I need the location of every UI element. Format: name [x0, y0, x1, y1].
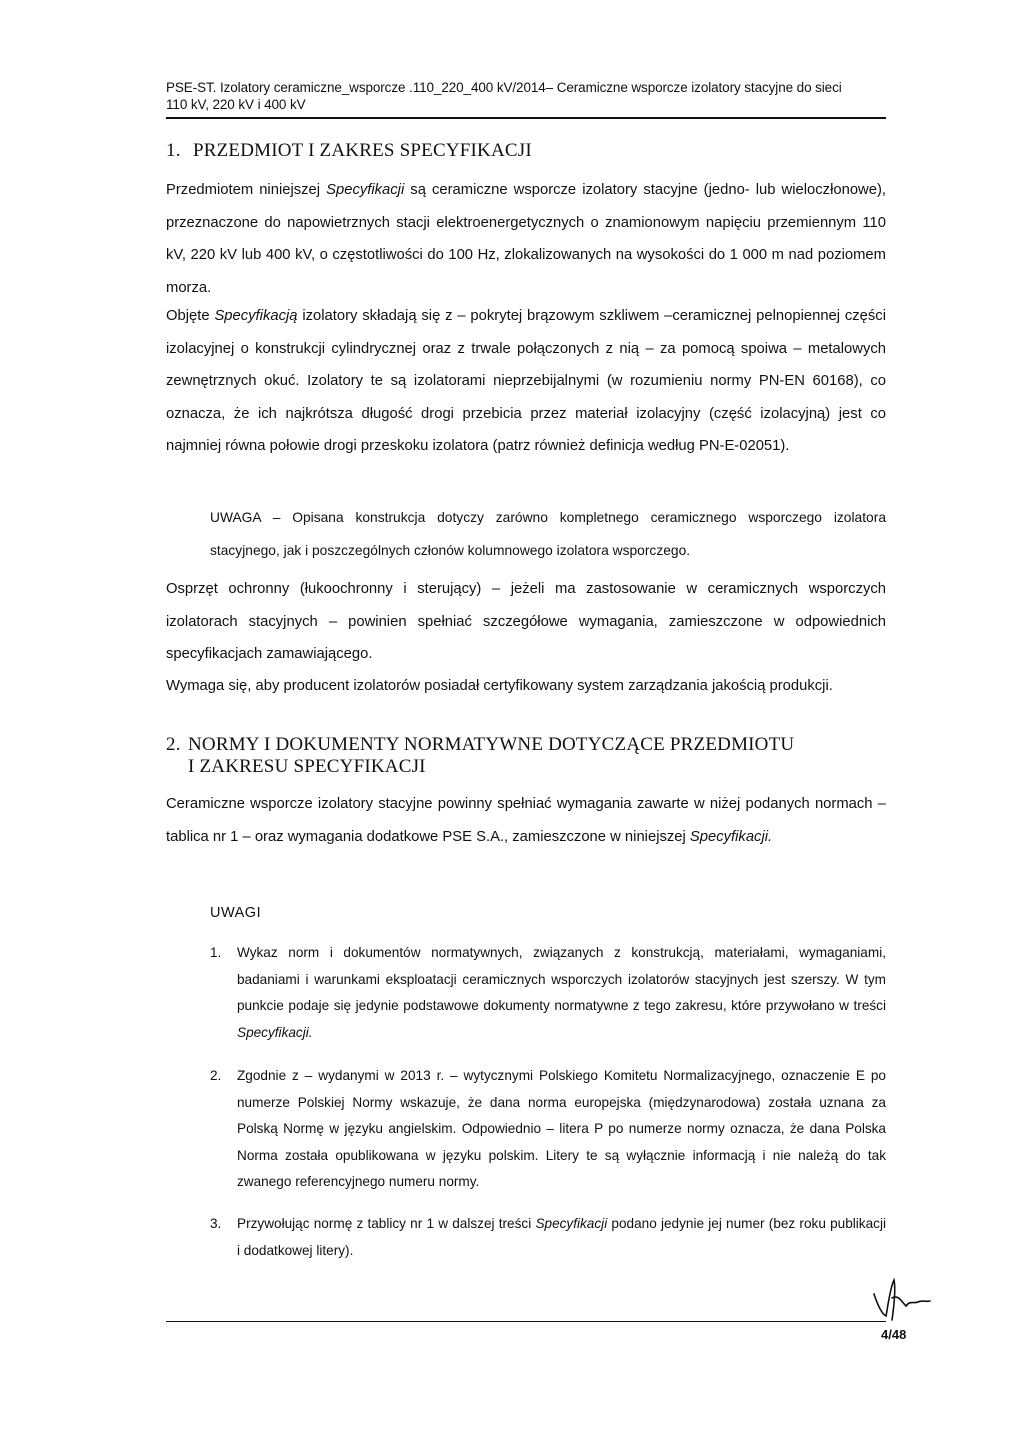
section-1-title: 1. PRZEDMIOT I ZAKRES SPECYFIKACJI — [166, 140, 532, 161]
section-1-paragraph-1: Przedmiotem niniejszej Specyfikacji są ceramiczne wsporcze izolatory stacyjne (jedno- lub wieloczłonowe), przeznaczone do napowietrznych stacji elektroenergetycznych o znamionowym napięciu przemiennym 110 kV, 220 kV lub 400 kV, o częstotliwości do 100 Hz, zlokalizowanych na wysokości do 1 000 m nad poziomem morza. — [166, 182, 886, 296]
list-item: 3. Przywołując normę z tablicy nr 1 w dalszej treści Specyfikacji podano jedynie jej numer (bez roku publikacji i dodatkowej litery). — [210, 1216, 886, 1258]
footer-rule — [166, 1321, 886, 1322]
list-item: 2. Zgodnie z – wydanymi w 2013 r. – wytycznymi Polskiego Komitetu Normalizacyjnego, oznaczenie E po numerze Polskiej Normy wskazuje, że dana norma europejska (międzynarodowa) została uznana za Polską Normę w języku angielskim. Odpowiednio – litera P po numerze normy oznacza, że dana Polska Norma została opublikowana w języku polskim. Litery te są wyłącznie informacją i nie należą do tak zwanego referencyjnego numeru normy. — [210, 1068, 886, 1189]
section-1-paragraph-4: Wymaga się, aby producent izolatorów posiadał certyfikowany system zarządzania jakością produkcji. — [166, 678, 833, 694]
section-2-title: 2. NORMY I DOKUMENTY NORMATYWNE DOTYCZĄCE PRZEDMIOTU I ZAKRESU SPECYFIKACJI — [166, 734, 795, 777]
uwagi-list — [210, 940, 886, 1046]
uwagi-list-3 — [210, 1211, 886, 1264]
uwagi-list-2 — [210, 1063, 886, 1196]
signature-mark — [866, 1276, 936, 1326]
list-item: 1. Wykaz norm i dokumentów normatywnych, związanych z konstrukcją, materiałami, wymaganiami, badaniami i warunkami eksploatacji ceramicznych wsporczych izolatorów stacyjnych jest szerszy. W tym punkcie podaje się jedynie podstawowe dokumenty normatywne z tego zakresu, które przywołano w treści Specyfikacji. — [210, 945, 886, 1040]
page-number: 4/48 — [881, 1327, 907, 1342]
section-1-note: UWAGA – Opisana konstrukcja dotyczy zarówno kompletnego ceramicznego wsporczego izolatora stacyjnego, jak i poszczególnych członów kolumnowego izolatora wsporczego. — [210, 510, 886, 558]
running-header — [166, 79, 886, 113]
header-line-2: 110 kV, 220 kV i 400 kV — [166, 97, 306, 112]
section-1-paragraph-2: Objęte Specyfikacją izolatory składają się z – pokrytej brązowym szkliwem –ceramicznej pelnopiennej części izolacyjnej o konstrukcji cylindrycznej oraz z trwale połączonych z nią – za pomocą spoiwa – metalowych zewnętrznych okuć. Izolatory te są izolatorami nieprzebijalnymi (w rozumieniu normy PN-EN 60168), co oznacza, że ich najkrótsza długość drogi przebicia przez materiał izolacyjny (część izolacyjną) jest co najmniej równa połowie drogi przeskoku izolatora (patrz również definicja według PN-E-02051). — [166, 308, 886, 454]
uwagi-heading: UWAGI — [210, 905, 262, 921]
header-rule — [166, 117, 886, 119]
section-1-paragraph-3: Osprzęt ochronny (łukoochronny i sterujący) – jeżeli ma zastosowanie w ceramicznych wsporczych izolatorach stacyjnych – powinien spełniać szczegółowe wymagania, zamieszczone w odpowiednich specyfikacjach zamawiającego. — [166, 581, 886, 662]
header-line-1: PSE-ST. Izolatory ceramiczne_wsporcze .110_220_400 kV/2014– Ceramiczne wsporcze izolatory stacyjne do sieci — [166, 80, 842, 95]
section-2-paragraph-1: Ceramiczne wsporcze izolatory stacyjne powinny spełniać wymagania zawarte w niżej podanych normach – tablica nr 1 – oraz wymagania dodatkowe PSE S.A., zamieszczone w niniejszej Specyfikacji. — [166, 796, 886, 845]
